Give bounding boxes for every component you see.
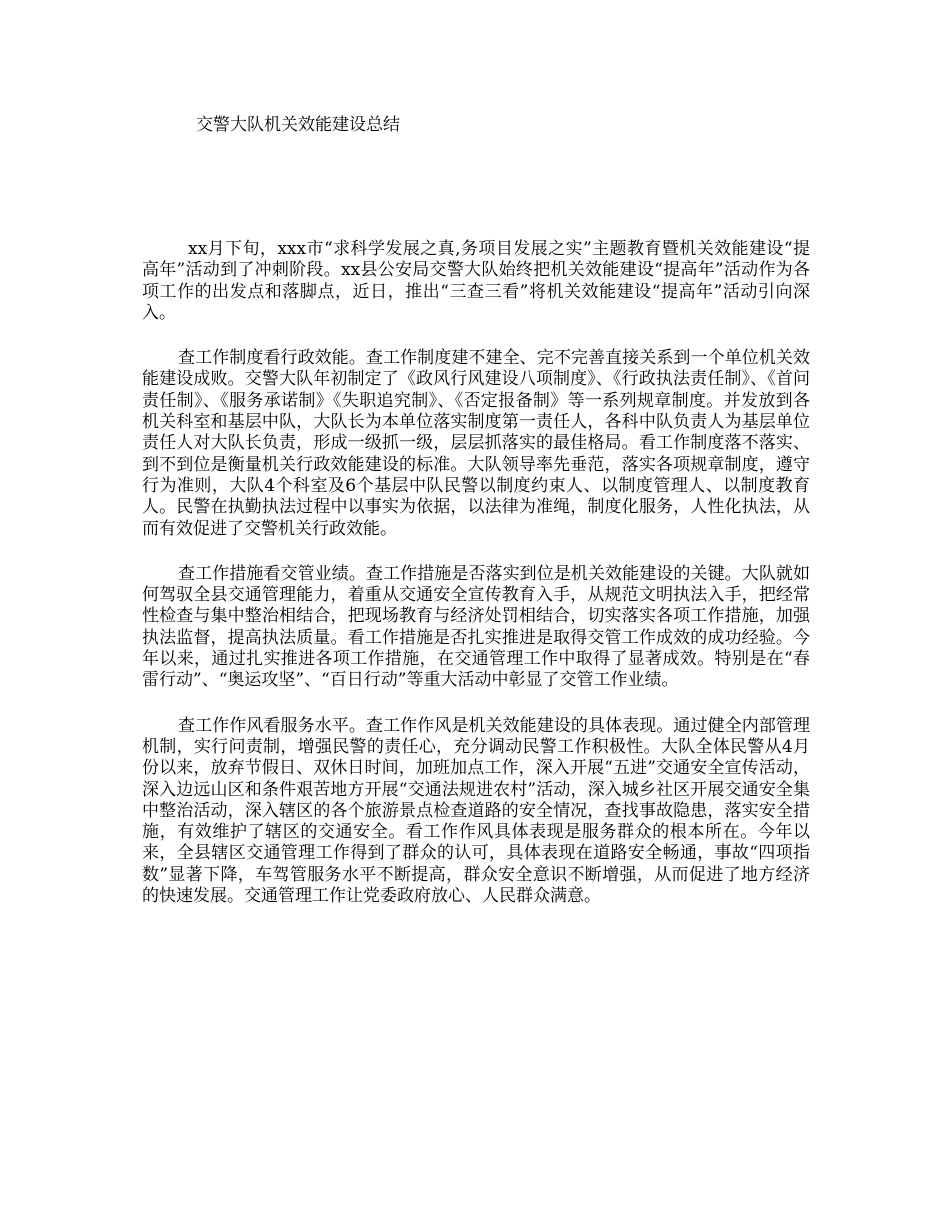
paragraph-intro: xx月下旬，xxx市“求科学发展之真,务项目发展之实”主题教育暨机关效能建设“提高年”活动到了冲刺阶段。xx县公安局交警大队始终把机关效能建设“提高年”活动作为各项工作的出发点和落脚点，近日，推出“三查三看”将机关效能建设“提高年”活动引向深入。 <box>142 239 810 323</box>
paragraph-work-measures: 查工作措施看交管业绩。查工作措施是否落实到位是机关效能建设的关键。大队就如何驾驭全县交通管理能力，着重从交通安全宣传教育入手，从规范文明执法入手，把经常性检查与集中整治相结合，把现场教育与经济处罚相结合，切实落实各项工作措施，加强执法监督，提高执法质量。看工作措施是否扎实推进是取得交管工作成效的成功经验。今年以来，通过扎实推进各项工作措施，在交通管理工作中取得了显著成效。特别是在“春雷行动”、“奥运攻坚”、“百日行动”等重大活动中彰显了交管工作业绩。 <box>142 563 810 691</box>
document-title: 交警大队机关效能建设总结 <box>196 115 400 135</box>
document-body <box>142 239 810 931</box>
paragraph-work-style: 查工作作风看服务水平。查工作作风是机关效能建设的具体表现。通过健全内部管理机制，实行问责制，增强民警的责任心，充分调动民警工作积极性。大队全体民警从4月份以来，放弃节假日、双休日时间，加班加点工作，深入开展“五进”交通安全宣传活动，深入边远山区和条件艰苦地方开展“交通法规进农村”活动，深入城乡社区开展交通安全集中整治活动，深入辖区的各个旅游景点检查道路的安全情况，查找事故隐患，落实安全措施，有效维护了辖区的交通安全。看工作作风具体表现是服务群众的根本所在。今年以来，全县辖区交通管理工作得到了群众的认可，具体表现在道路安全畅通，事故“四项指数”显著下降，车驾管服务水平不断提高，群众安全意识不断增强，从而促进了地方经济的快速发展。交通管理工作让党委政府放心、人民群众满意。 <box>142 715 810 907</box>
paragraph-work-system: 查工作制度看行政效能。查工作制度建不建全、完不完善直接关系到一个单位机关效能建设成败。交警大队年初制定了《政风行风建设八项制度》、《行政执法责任制》、《首问责任制》、《服务承诺制》《失职追究制》、《否定报备制》等一系列规章制度。并发放到各机关科室和基层中队，大队长为本单位落实制度第一责任人，各科中队负责人为基层单位责任人对大队长负责，形成一级抓一级，层层抓落实的最佳格局。看工作制度落不落实、到不到位是衡量机关行政效能建设的标准。大队领导率先垂范，落实各项规章制度，遵守行为准则，大队4个科室及6个基层中队民警以制度约束人、以制度管理人、以制度教育人。民警在执勤执法过程中以事实为依据，以法律为准绳，制度化服务，人性化执法，从而有效促进了交警机关行政效能。 <box>142 348 810 539</box>
